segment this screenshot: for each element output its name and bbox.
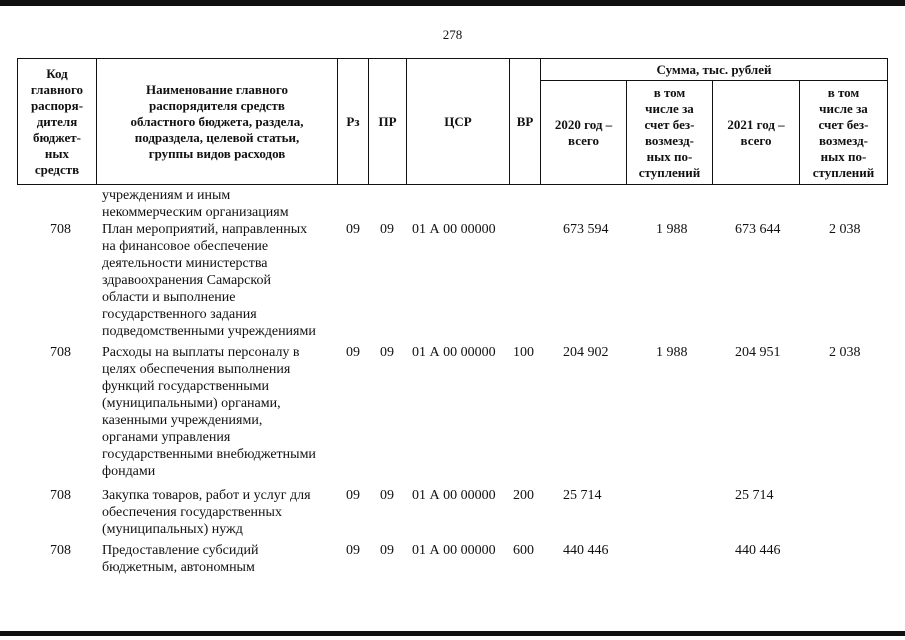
text-line: всего [740, 132, 772, 148]
text-line: целях обеспечения выполнения [102, 362, 291, 377]
page-number: 278 [442, 27, 463, 42]
pr-cell: 09 [380, 345, 394, 360]
header-pr: ПР [378, 113, 397, 129]
text-line: деятельности министерства [102, 256, 268, 271]
text-line: ступлений [812, 164, 875, 180]
text-line: Код [46, 65, 68, 81]
csr-cell: 01 А 00 00000 [412, 488, 496, 503]
text-line: распоря- [30, 97, 84, 113]
text-line: некоммерческим организациям [102, 205, 289, 220]
pr-cell: 09 [380, 222, 394, 237]
text-line: обеспечения государственных [102, 505, 282, 520]
vr-cell: 600 [513, 543, 534, 558]
text-line: в том [827, 84, 860, 100]
bottom-rule [0, 631, 905, 636]
sum-2021-cell: 204 951 [735, 345, 781, 360]
text-line: числе за [819, 100, 868, 116]
continuation-text [102, 187, 342, 221]
text-line: возмезд- [644, 132, 694, 148]
sum-2021-cell: 25 714 [735, 488, 774, 503]
header-rz: Рз [346, 113, 360, 129]
csr-cell: 01 А 00 00000 [412, 543, 496, 558]
rz-cell: 09 [346, 345, 360, 360]
free-2020-cell: 1 988 [656, 345, 688, 360]
code-cell: 708 [50, 345, 71, 360]
text-line: Закупка товаров, работ и услуг для [102, 488, 311, 503]
code-cell: 708 [50, 488, 71, 503]
pr-cell: 09 [380, 488, 394, 503]
text-line: в том [653, 84, 686, 100]
text-line: бюджетным, автономным [102, 560, 255, 575]
text-line: дителя [36, 113, 78, 129]
rz-cell: 09 [346, 543, 360, 558]
pr-cell: 09 [380, 543, 394, 558]
text-line: группы видов расходов [148, 145, 286, 161]
csr-cell: 01 А 00 00000 [412, 222, 496, 237]
header-2020-total [541, 81, 626, 184]
text-line: государственными внебюджетными [102, 447, 316, 462]
header-2020-free [627, 81, 712, 184]
text-line: счет без- [818, 116, 869, 132]
text-line: ных по- [820, 148, 867, 164]
text-line: возмезд- [818, 132, 868, 148]
text-line: распорядителя средств [149, 97, 285, 113]
sum-2020-cell: 440 446 [563, 543, 609, 558]
header-2021-free [800, 81, 887, 184]
text-line: фондами [102, 464, 156, 479]
text-line: числе за [645, 100, 694, 116]
text-line: казенными учреждениями, [102, 413, 263, 428]
text-line: Расходы на выплаты персоналу в [102, 345, 300, 360]
sum-2020-cell: 25 714 [563, 488, 602, 503]
code-cell: 708 [50, 222, 71, 237]
top-rule [0, 0, 905, 6]
text-line: областного бюджета, раздела, [130, 113, 304, 129]
rz-cell: 09 [346, 222, 360, 237]
text-line: области и выполнение [102, 290, 236, 305]
text-line: 2020 год – [554, 116, 613, 132]
code-cell: 708 [50, 543, 71, 558]
text-line: здравоохранения Самарской [102, 273, 271, 288]
text-line: функций государственными [102, 379, 270, 394]
text-line: подведомственными учреждениями [102, 324, 316, 339]
text-line: ных [44, 145, 70, 161]
sum-2021-cell: 673 644 [735, 222, 781, 237]
sum-2020-cell: 673 594 [563, 222, 609, 237]
header-2021-total [713, 81, 799, 184]
text-line: ступлений [638, 164, 701, 180]
free-2021-cell: 2 038 [829, 222, 861, 237]
name-cell [102, 542, 342, 576]
vr-cell: 100 [513, 345, 534, 360]
text-line: Предоставление субсидий [102, 543, 259, 558]
free-2021-cell: 2 038 [829, 345, 861, 360]
header-vr: ВР [516, 113, 534, 129]
header-name [97, 59, 337, 184]
name-cell [102, 344, 342, 480]
free-2020-cell: 1 988 [656, 222, 688, 237]
text-line: (муниципальными) органами, [102, 396, 281, 411]
header-sum-title: Сумма, тыс. рублей [656, 61, 772, 77]
text-line: учреждениям и иным [102, 188, 231, 203]
text-line: ных по- [646, 148, 693, 164]
sum-2021-cell: 440 446 [735, 543, 781, 558]
text-line: подраздела, целевой статьи, [134, 129, 300, 145]
text-line: бюджет- [32, 129, 81, 145]
text-line: главного [30, 81, 84, 97]
text-line: государственного задания [102, 307, 257, 322]
rz-cell: 09 [346, 488, 360, 503]
text-line: органами управления [102, 430, 231, 445]
text-line: средств [34, 161, 80, 177]
vr-cell: 200 [513, 488, 534, 503]
name-cell [102, 221, 342, 340]
table-header [17, 58, 888, 185]
text-line: счет без- [644, 116, 695, 132]
text-line: всего [568, 132, 599, 148]
text-line: (муниципальных) нужд [102, 522, 243, 537]
text-line: План мероприятий, направленных [102, 222, 308, 237]
header-code [18, 59, 96, 184]
header-csr: ЦСР [444, 113, 472, 129]
csr-cell: 01 А 00 00000 [412, 345, 496, 360]
text-line: 2021 год – [727, 116, 785, 132]
sum-2020-cell: 204 902 [563, 345, 609, 360]
name-cell [102, 487, 342, 538]
text-line: Наименование главного [145, 81, 289, 97]
text-line: на финансовое обеспечение [102, 239, 269, 254]
